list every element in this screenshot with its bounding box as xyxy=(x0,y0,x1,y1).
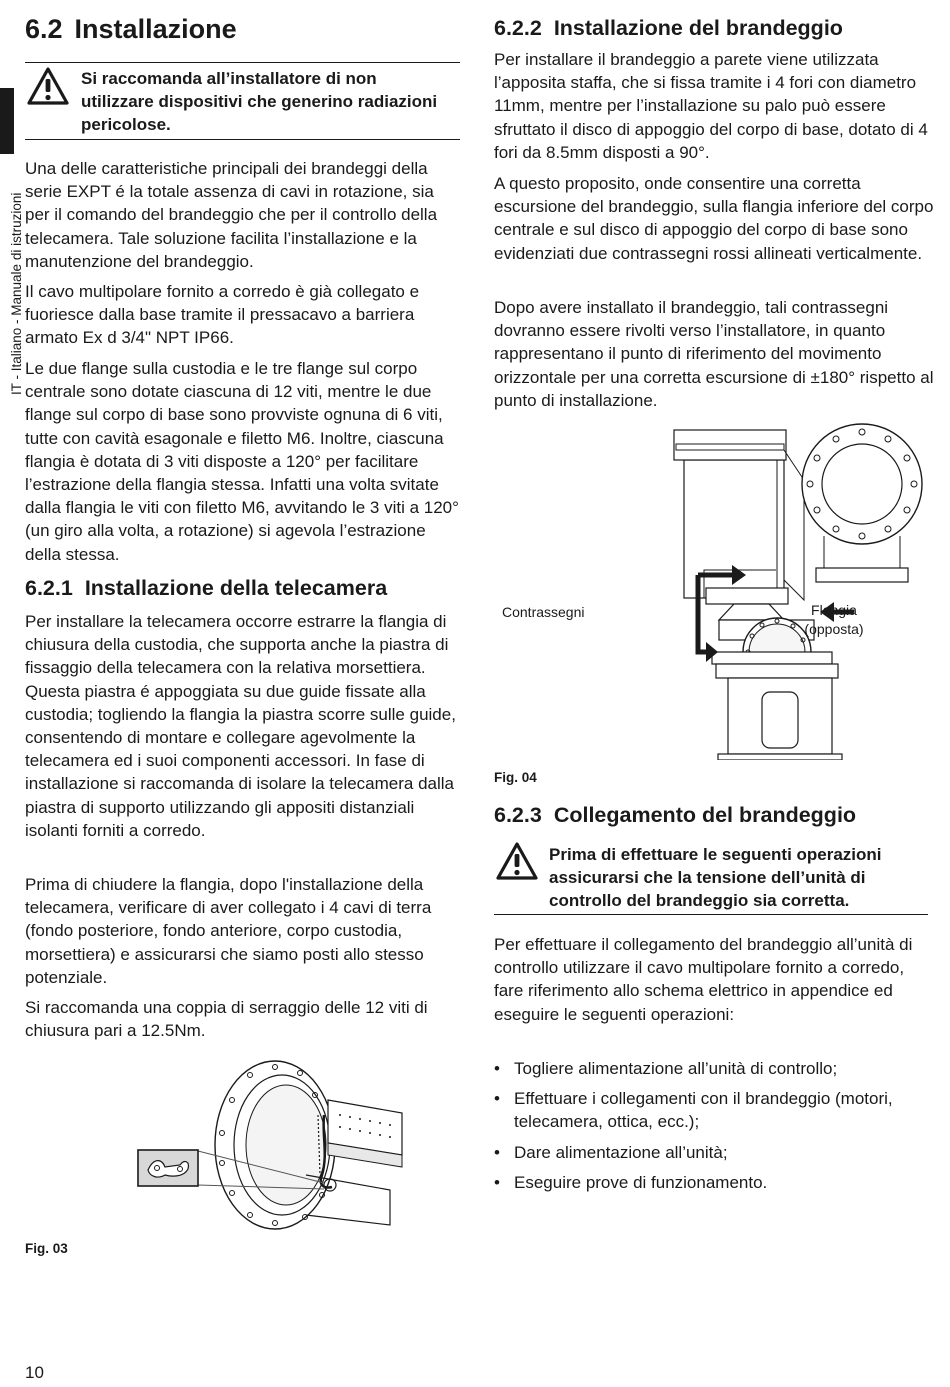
subsection-number: 6.2.1 xyxy=(25,576,73,600)
page-number: 10 xyxy=(25,1363,44,1382)
side-tab-marker xyxy=(0,88,14,154)
list-item: • Togliere alimentazione all’unità di controllo; xyxy=(494,1057,934,1080)
figure-label-flange: Flangia (opposta) xyxy=(804,602,864,637)
paragraph-connection: Per effettuare il collegamento del brandeggio all’unità di controllo utilizzare il cavo multipolare fornito a corredo, fare riferimento allo schema elettrico in appendice ed eseguire le seguenti operazioni: xyxy=(494,935,913,1024)
subsection-number: 6.2.2 xyxy=(494,16,542,40)
figure-04-caption: Fig. 04 xyxy=(494,770,537,785)
paragraph-flanges: Le due flange sulla custodia e le tre flange sul corpo centrale sono dotate ciascuna di 12 viti, mentre le due flange sul corpo di base sono provviste ognuna di 6 viti, tutte con cavità esagonale e filetto M6. Inoltre, ciascuna flangia è dotata di 3 viti disposte a 120° per facilitare l’estrazione della flangia stessa. Infatti una volta svitate dalla flangia le viti con filetto M6, avvitando le 3 viti a 120° (un giro alla volta, a rotazione) si agevola l’estrazione della stessa. xyxy=(25,359,459,564)
list-item: • Dare alimentazione all’unità; xyxy=(494,1141,934,1164)
subsection-heading-camera xyxy=(25,578,387,600)
figure-03-caption: Fig. 03 xyxy=(25,1241,68,1256)
subsection-title: Installazione della telecamera xyxy=(84,576,388,600)
subsection-title: Collegamento del brandeggio xyxy=(553,803,857,827)
figure-03-illustration xyxy=(110,1055,410,1230)
paragraph-cable: Il cavo multipolare fornito a corredo è già collegato e fuoriesce dalla base tramite il pressacavo a barriera armato Ex d 3/4" NPT IP66. xyxy=(25,282,420,348)
paragraph-red-marks: A questo proposito, onde consentire una corretta escursione del brandeggio, sulla flangia inferiore del corpo centrale e sul disco di appoggio del corpo di base sono evidenziati due contrassegni rossi allineati verticalmente. xyxy=(494,174,934,263)
section-number: 6.2 xyxy=(25,14,63,44)
warning-box-radiation xyxy=(25,62,460,140)
subsection-number: 6.2.3 xyxy=(494,803,542,827)
subsection-heading-pan-tilt-install xyxy=(494,18,843,40)
paragraph-torque: Si raccomanda una coppia di serraggio delle 12 viti di chiusura pari a 12.5Nm. xyxy=(25,998,428,1041)
paragraph-intro: Una delle caratteristiche principali dei brandeggi della serie EXPT é la totale assenza di cavi in rotazione, sia per il comando del brandeggio che per il controllo della telecamera. Tale soluzione facilita l’installazione e la manutenzione del brandeggio. xyxy=(25,159,438,271)
paragraph-reference-point: Dopo avere installato il brandeggio, tali contrassegni dovranno essere rivolti verso l’installatore, in quanto rappresentano il punto di riferimento del movimento orizzontale per una corretta escursione di ±180° rispetto al punto di installazione. xyxy=(494,298,934,410)
paragraph-camera-install: Per installare la telecamera occorre estrarre la flangia di chiusura della custodia, che supporta anche la piastra di fissaggio della telecamera con la relativa morsettiera. Questa piastra é appoggiata su due guide fissate alla custodia; togliendo la flangia la piastra scorre sulle guide, consentendo di montare e collegare agevolmente la telecamera ed i suoi componenti accessori. In fase di installazione si raccomanda di isolare la telecamera dalla piastra di supporto utilizzando gli appositi distanziali isolanti forniti a corredo. xyxy=(25,612,456,840)
operations-list xyxy=(494,1057,934,1201)
warning-text: Si raccomanda all’installatore di non utilizzare dispositivi che generino radiazioni pericolose. xyxy=(81,69,438,135)
side-flange-illustration xyxy=(794,418,934,588)
warning-icon xyxy=(496,842,538,880)
side-label: IT - Italiano - Manuale di istruzioni xyxy=(9,192,24,395)
figure-label-marks: Contrassegni xyxy=(502,604,585,620)
paragraph-ground-cables: Prima di chiudere la flangia, dopo l'installazione della telecamera, verificare di aver collegato i 4 cavi di terra (fondo posteriore, fondo anteriore, corpo custodia, morsettiera) e assicurarsi che siamo posti allo stesso potenziale. xyxy=(25,875,432,987)
paragraph-mounting: Per installare il brandeggio a parete viene utilizzata l’apposita staffa, che si fissa tramite i 4 fori con diametro 11mm, mentre per l’installazione su palo può essere sfruttato il disco di appoggio del corpo di base, dotato di 4 fori da 8.5mm disposti a 90°. xyxy=(494,50,928,162)
section-title: Installazione xyxy=(74,14,237,44)
warning-icon xyxy=(27,67,69,105)
list-item: • Eseguire prove di funzionamento. xyxy=(494,1171,934,1194)
section-heading xyxy=(25,16,237,43)
list-item: • Effettuare i collegamenti con il brandeggio (motori, telecamera, ottica, ecc.); xyxy=(494,1087,934,1133)
subsection-title: Installazione del brandeggio xyxy=(553,16,843,40)
warning-box-voltage xyxy=(494,838,928,915)
warning-text: Prima di effettuare le seguenti operazioni assicurarsi che la tensione dell’unità di controllo del brandeggio sia corretta. xyxy=(549,845,882,911)
subsection-heading-connection xyxy=(494,805,856,827)
